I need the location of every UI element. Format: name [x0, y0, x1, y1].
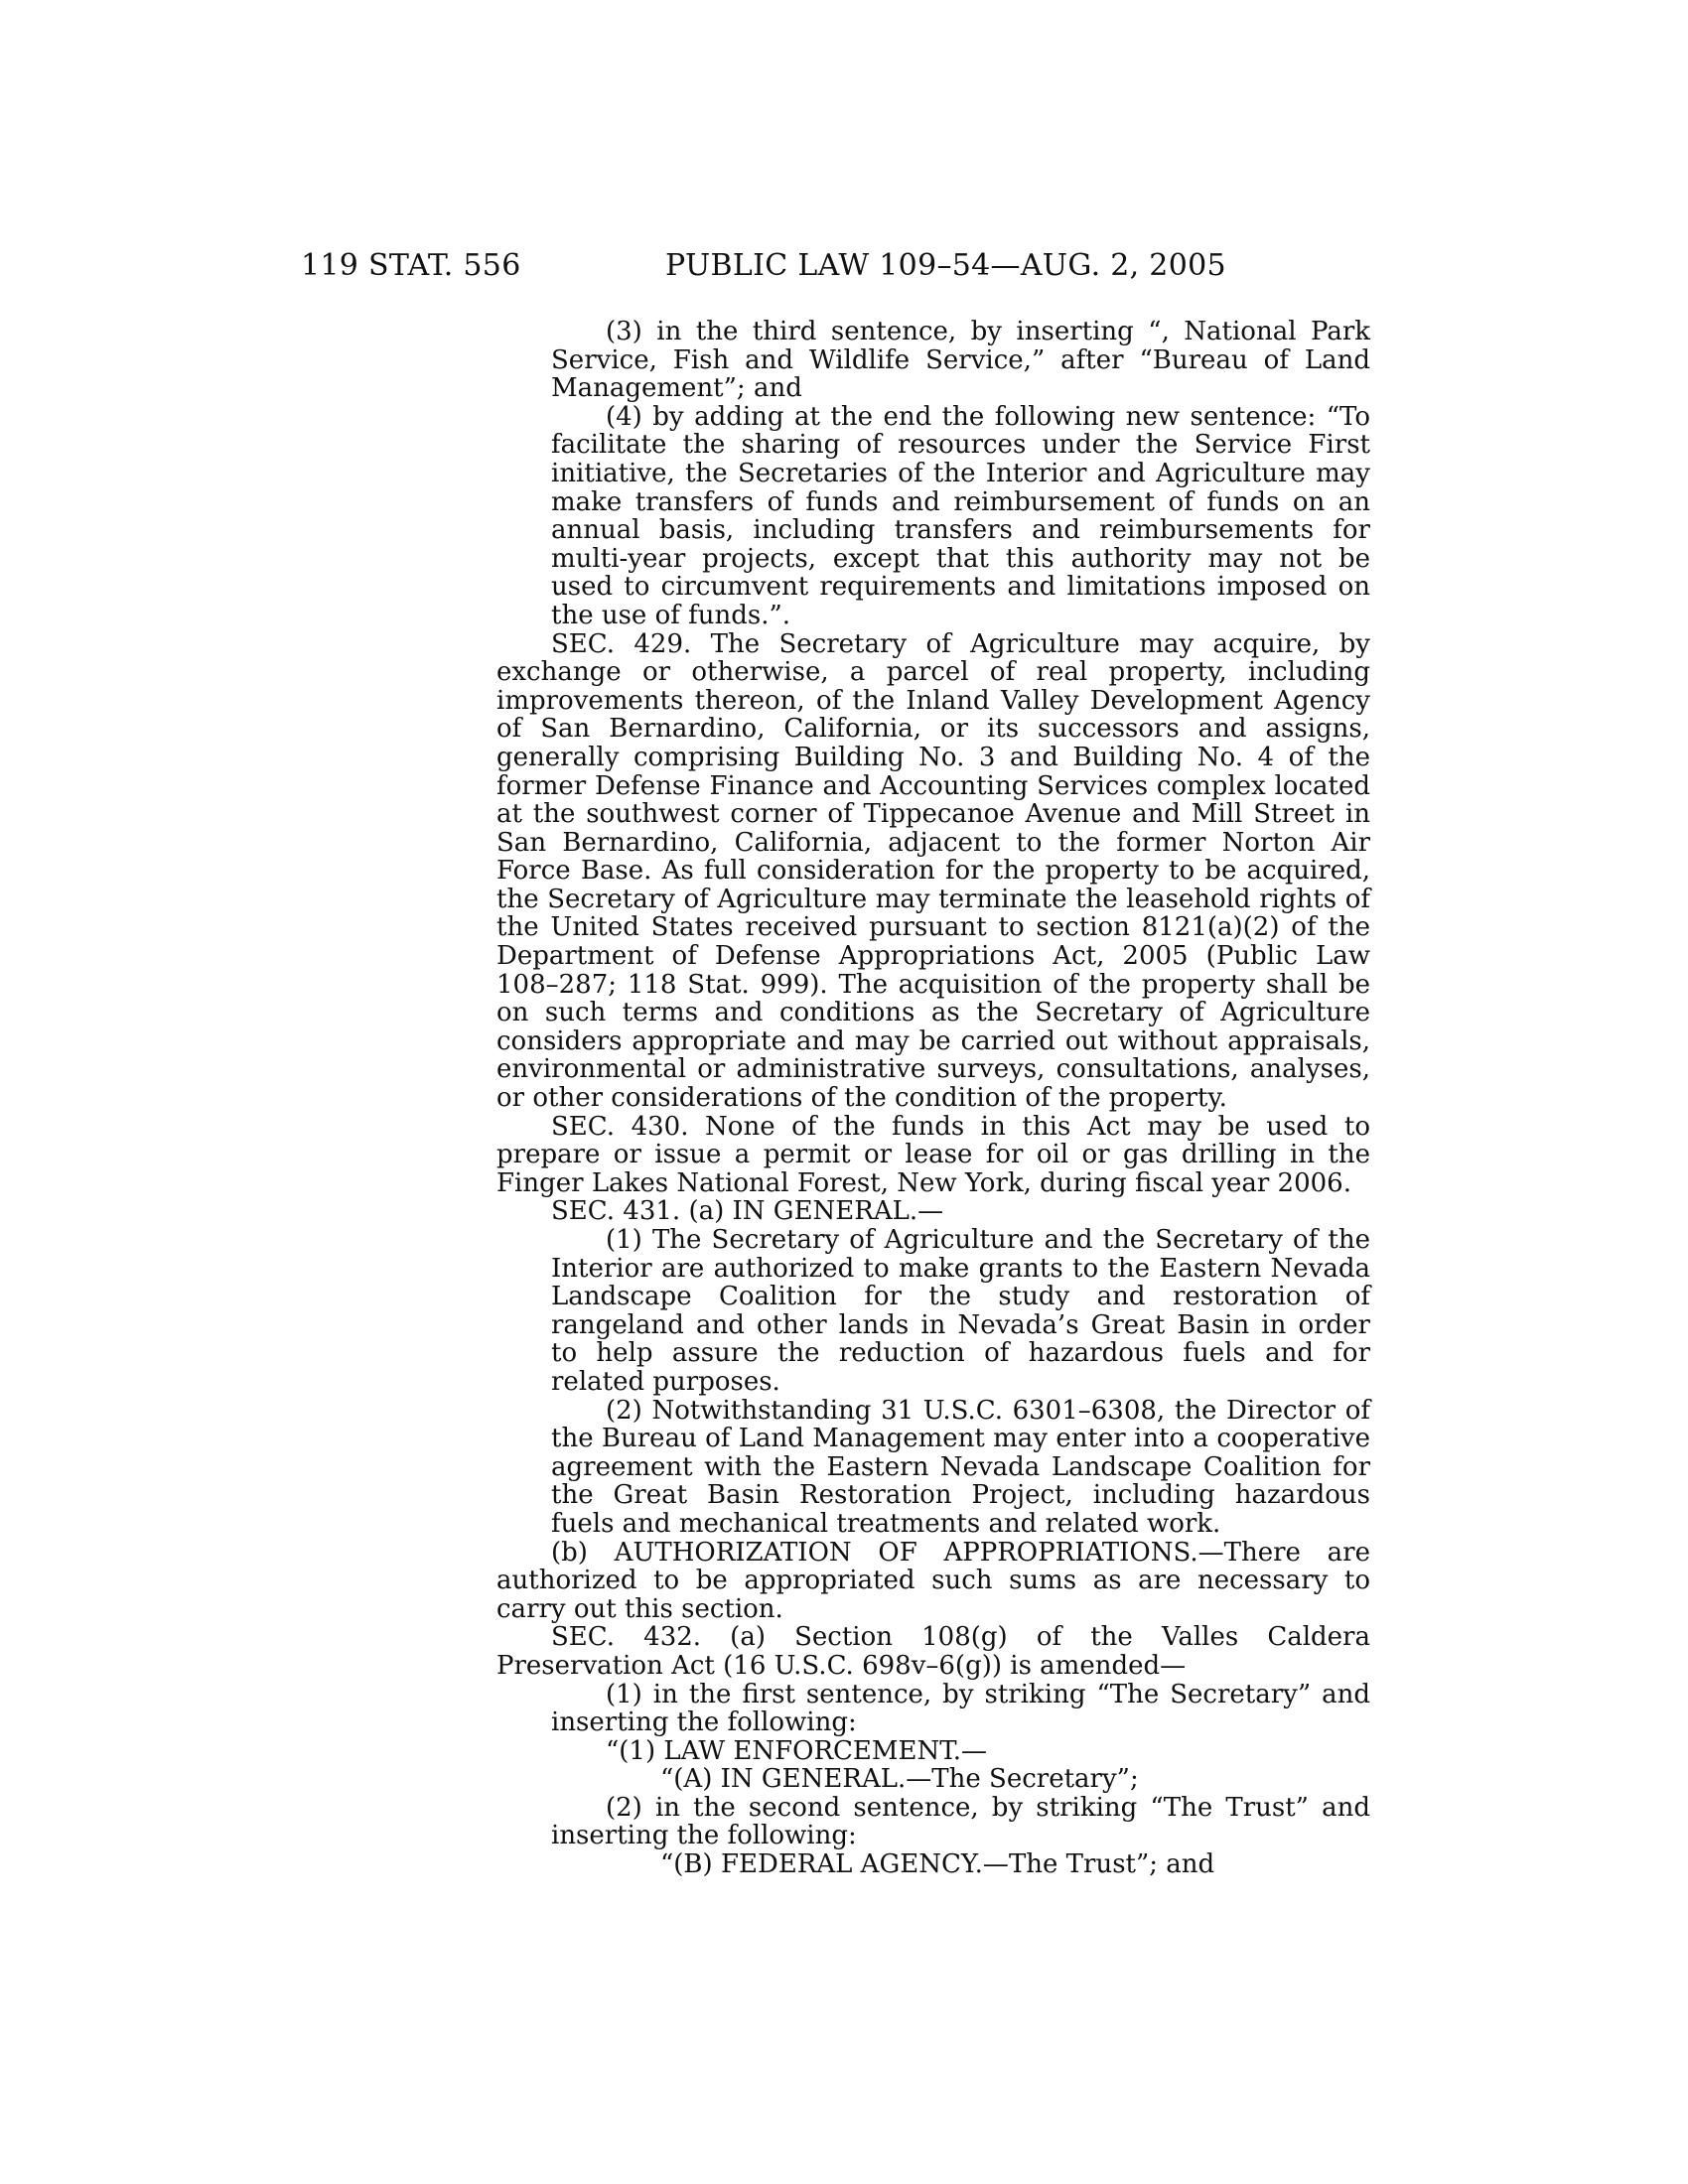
section-431-b: (b) AUTHORIZATION OF APPROPRIATIONS.—There are authorized to be appropriated such sums as are necessary to carry out this section. [496, 1537, 1370, 1624]
inserted-law-enforcement: “(1) LAW ENFORCEMENT.— [606, 1735, 988, 1766]
subsection-heading: FEDERAL AGENCY.— [720, 1849, 1009, 1880]
section-label: SEC. [551, 1622, 616, 1653]
document-body [496, 318, 1370, 1879]
statute-page-reference: 119 STAT. 556 [301, 248, 521, 283]
subsection-heading: IN GENERAL.— [720, 1764, 932, 1795]
section-label: SEC. [551, 1111, 616, 1142]
section-431-a-2: (2) Notwithstanding 31 U.S.C. 6301–6308, the Director of the Bureau of Land Management may enter into a cooperative agreement with the Eastern Nevada Landscape Coalition for the Great Basin Restoration Project, including hazardous fuels and mechanical treatments and related work. [551, 1395, 1370, 1539]
section-431-heading: SEC. 431. (a) IN GENERAL.— [551, 1196, 944, 1227]
section-431-a-1: (1) The Secretary of Agriculture and the Secretary of the Interior are authorized to make grants to the Eastern Nevada Landscape Coalition for the study and restoration of rangeland and other lands in Nevada’s Great Basin in order to help assure the reduction of hazardous fuels and for related purposes. [551, 1225, 1370, 1397]
section-432-1: (1) in the first sentence, by striking “The Secretary” and inserting the following: [551, 1679, 1370, 1738]
inserted-in-general: “(A) IN GENERAL.—The Secretary”; [660, 1764, 1139, 1795]
page-header [0, 248, 1688, 288]
subsection-heading: LAW ENFORCEMENT.— [663, 1735, 988, 1766]
subsection-heading: IN GENERAL.— [732, 1196, 944, 1227]
law-title-date: PUBLIC LAW 109–54—AUG. 2, 2005 [665, 248, 1226, 283]
section-label: SEC. [551, 1196, 616, 1227]
section-label: SEC. [551, 628, 616, 659]
inserted-federal-agency: “(B) FEDERAL AGENCY.—The Trust”; and [660, 1849, 1215, 1880]
section-429: SEC. 429. The Secretary of Agriculture may acquire, by exchange or otherwise, a parcel of real property, including improvements thereon, of the Inland Valley Development Agency of San Bernardino, California, or its successors and assigns, generally comprising Building No. 3 and Building No. 4 of the former Defense Finance and Accounting Services complex located at the southwest corner of Tippecanoe Avenue and Mill Street in San Bernardino, California, adjacent to the former Norton Air Force Base. As full consideration for the property to be acquired, the Secretary of Agriculture may terminate the leasehold rights of the United States received pursuant to section 8121(a)(2) of the Department of Defense Appropriations Act, 2005 (Public Law 108–287; 118 Stat. 999). The acquisition of the property shall be on such terms and conditions as the Secretary of Agriculture considers appropriate and may be carried out without appraisals, environmental or administrative surveys, consultations, analyses, or other considerations of the condition of the property. [496, 628, 1370, 1114]
section-430: SEC. 430. None of the funds in this Act may be used to prepare or issue a permit or lease for oil or gas drilling in the Finger Lakes National Forest, New York, during fiscal year 2006. [496, 1111, 1370, 1198]
subsection-heading: AUTHORIZATION OF APPROPRIATIONS.— [614, 1537, 1224, 1568]
paragraph-amend-4: (4) by adding at the end the following new sentence: “To facilitate the sharing of resources under the Service First initiative, the Secretaries of the Interior and Agriculture may make transfers of funds and reimbursement of funds on an annual basis, including transfers and reimbursements for multi-year projects, except that this authority may not be used to circumvent requirements and limitations imposed on the use of funds.”. [551, 401, 1370, 630]
section-432-2: (2) in the second sentence, by striking “The Trust” and inserting the following: [551, 1792, 1370, 1851]
section-432: SEC. 432. (a) Section 108(g) of the Valles Caldera Preservation Act (16 U.S.C. 698v–6(g)) is amended— [496, 1622, 1370, 1681]
paragraph-amend-3: (3) in the third sentence, by inserting “, National Park Service, Fish and Wildlife Service,” after “Bureau of Land Management”; and [551, 317, 1370, 404]
